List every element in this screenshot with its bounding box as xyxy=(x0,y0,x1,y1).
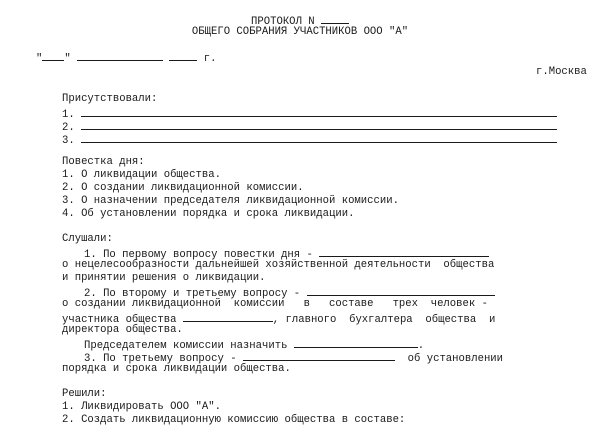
heard-q1: 1. По первому вопросу повестки дня - xyxy=(84,246,489,262)
day-blank xyxy=(42,50,64,61)
agenda-item: 3. О назначении председателя ликвидационной комиссии. xyxy=(62,195,399,207)
agenda-item: 2. О создании ликвидационной комиссии. xyxy=(62,182,304,194)
heard-q2-text: о создании ликвидационной комиссии в составе трех человек - xyxy=(62,298,488,310)
protocol-subtitle: ОБЩЕГО СОБРАНИЯ УЧАСТНИКОВ ООО "А" xyxy=(191,26,409,38)
agenda-item: 1. О ликвидации общества. xyxy=(62,169,221,181)
present-item: 2. xyxy=(62,119,557,135)
agenda-heading: Повестка дня: xyxy=(62,156,145,168)
heard-heading: Слушали: xyxy=(62,233,113,245)
heard-chair: Председателем комиссии назначить . xyxy=(84,337,424,353)
present-heading: Присутствовали: xyxy=(62,93,158,105)
decided-heading: Решили: xyxy=(62,388,107,400)
protocol-title: ПРОТОКОЛ N xyxy=(0,13,600,29)
present-item: 3. xyxy=(62,132,557,148)
month-blank xyxy=(77,50,163,61)
present-item: 1. xyxy=(62,106,557,122)
heard-q2-text: участника общества , главного бухгалтера общества и xyxy=(62,311,495,327)
heard-q3-text: порядка и срока ликвидации общества. xyxy=(62,363,291,375)
heard-q1-text: и принятии решения о ликвидации. xyxy=(62,272,266,284)
protocol-number-blank xyxy=(321,13,349,24)
decided-item: 1. Ликвидировать ООО "А". xyxy=(62,401,221,413)
year-blank xyxy=(169,50,197,61)
heard-q2: 2. По второму и третьему вопросу - xyxy=(84,285,495,301)
heard-q3: 3. По третьему вопросу - об установлении xyxy=(84,350,503,366)
heard-q1-text: о нецелесообразности дальнейшей хозяйственной деятельности общества xyxy=(62,259,495,271)
decided-item: 2. Создать ликвидационную комиссию общества в составе: xyxy=(62,414,406,426)
protocol-date: " " г. xyxy=(36,50,217,66)
heard-q2-text: директора общества. xyxy=(62,324,183,336)
city: г.Москва xyxy=(536,66,587,78)
agenda-item: 4. Об установлении порядка и срока ликвидации. xyxy=(62,208,355,220)
